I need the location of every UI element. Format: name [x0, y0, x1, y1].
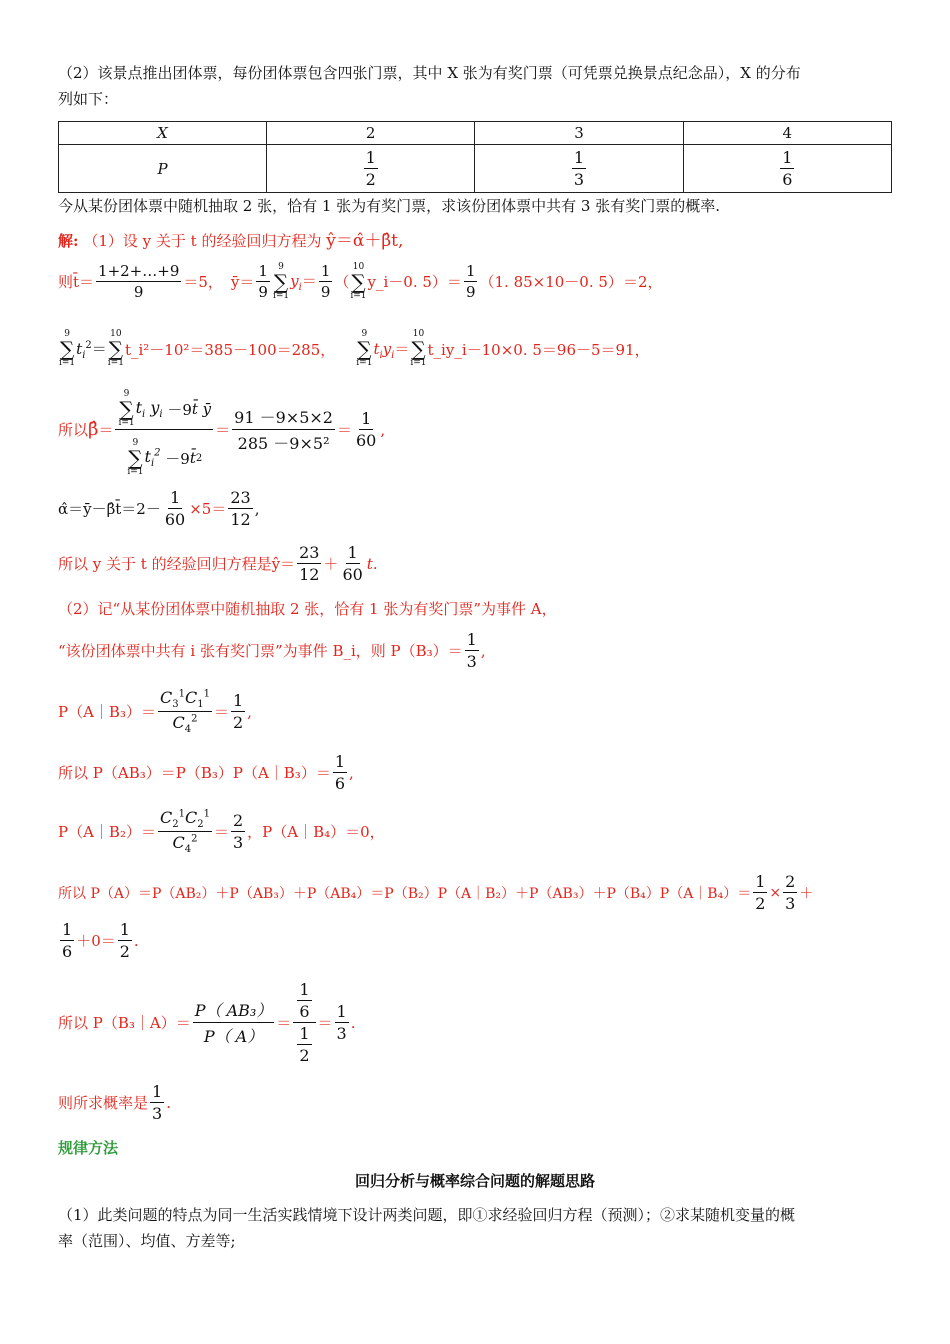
distribution-table — [58, 121, 892, 193]
method-label: 规律方法 — [58, 1139, 119, 1157]
table-cell: 4 — [683, 122, 891, 145]
intro-paragraph — [58, 60, 892, 112]
table-cell: $\frac{1}{6}$ — [683, 145, 891, 193]
solution-pab2: P（A｜B₂）＝ $C_2^1C_2^1$ $C_4^2$ ＝ 2 3 ，P（A｜B₄）＝0， — [58, 808, 385, 856]
solution-pab3: P（A｜B₃）＝ $C_3^1C_1^1$ $C_4^2$ ＝ 1 2 , — [58, 688, 252, 736]
table-cell: $\frac{1}{3}$ — [475, 145, 683, 193]
table-row — [59, 145, 892, 193]
solution-beta: 所以 β̂ ＝ 9 ∑ i=1 $t_i$ $y_i$ －9 t̄ ȳ 9 ∑ i=1 $t_i^2$ －9 t̄ 2 ＝ 91 －9×5×2 285 －9×5² ＝ 1 60 , — [58, 382, 892, 477]
solution-final: 则所求概率是 1 3 . — [58, 1082, 171, 1123]
solution-total-probability: 所以 P（A）＝P（AB₂）＋P（AB₃）＋P（AB₄）＝P（B₂）P（A｜B₂）＋P（AB₃）＋P（B₄）P（A｜B₄）＝ $\frac{1}{2}$ × $\frac{2}{3}$ ＋ — [58, 872, 814, 913]
table-cell: 3 — [475, 122, 683, 145]
method-line-2: 率（范围）、均值、方差等; — [58, 1232, 236, 1250]
table-header-x: X — [59, 122, 267, 145]
solution-part2-line2: “该份团体票中共有 i 张有奖门票”为事件 B_i，则 P（B₃）＝ 1 3 , — [58, 630, 486, 671]
table-header-p: P — [59, 145, 267, 193]
intro-line-1: （2）该景点推出团体票，每份团体票包含四张门票，其中 X 张为有奖门票（可凭票兑换景点纪念品），X 的分布 — [58, 64, 801, 82]
solution-sums: 9 ∑ i=1 $t_i^2=$ 10 ∑ i=1 t_i²－10²＝385－100＝285， 9 ∑ i=1 $t_iy_i=$ 10 ∑ i=1 t_iy_i－10×0. 5＝96－5＝91， — [59, 329, 650, 368]
solution-line-1: 解: （1）设 y 关于 t 的经验回归方程为 ŷ＝α̂＋β̂t, — [58, 231, 404, 251]
solution-regression: 所以 y 关于 t 的经验回归方程是ŷ＝ 23 12 ＋ 1 60 t. — [58, 543, 378, 584]
solution-bayes: 所以 P（B₃｜A）＝ P（ AB₃） P（ A） ＝ $\frac{1}{6}$ $\frac{1}{2}$ ＝ 1 3 . — [58, 980, 356, 1065]
solution-total-probability-cont: 1 6 ＋0＝ 1 2 . — [62, 920, 139, 961]
solution-part2-line1: （2）记“从某份团体票中随机抽取 2 张，恰有 1 张为有奖门票”为事件 A， — [58, 600, 557, 618]
solution-alpha: α̂＝ȳ－β̂t̄＝2－ $\frac{1}{60}$ ×5＝ 23 12 , — [58, 488, 260, 529]
table-cell: 2 — [267, 122, 475, 145]
solution-pab3-product: 所以 P（AB₃）＝P（B₃）P（A｜B₃）＝ 1 6 , — [58, 752, 354, 793]
intro-line-2: 列如下： — [58, 90, 119, 108]
method-line-1: （1）此类问题的特点为同一生活实践情境下设计两类问题，即①求经验回归方程（预测）；②求某随机变量的概 — [58, 1206, 796, 1224]
method-paragraph — [58, 1202, 892, 1254]
table-cell: $\frac{1}{2}$ — [267, 145, 475, 193]
solution-means: 则t̄＝ 1+2+…+9 9 ＝5， ȳ＝ 1 9 9 ∑ i=1 $y_i=$ 1 9 （ 10 ∑ i=1 y_i－0. 5）＝ 1 9 （1. 85×10－0. 5） ＝2， — [58, 261, 663, 301]
question-text: 今从某份团体票中随机抽取 2 张，恰有 1 张为有奖门票，求该份团体票中共有 3 张有奖门票的概率. — [58, 197, 721, 215]
table-row — [59, 122, 892, 145]
method-title: 回归分析与概率综合问题的解题思路 — [354, 1172, 595, 1190]
